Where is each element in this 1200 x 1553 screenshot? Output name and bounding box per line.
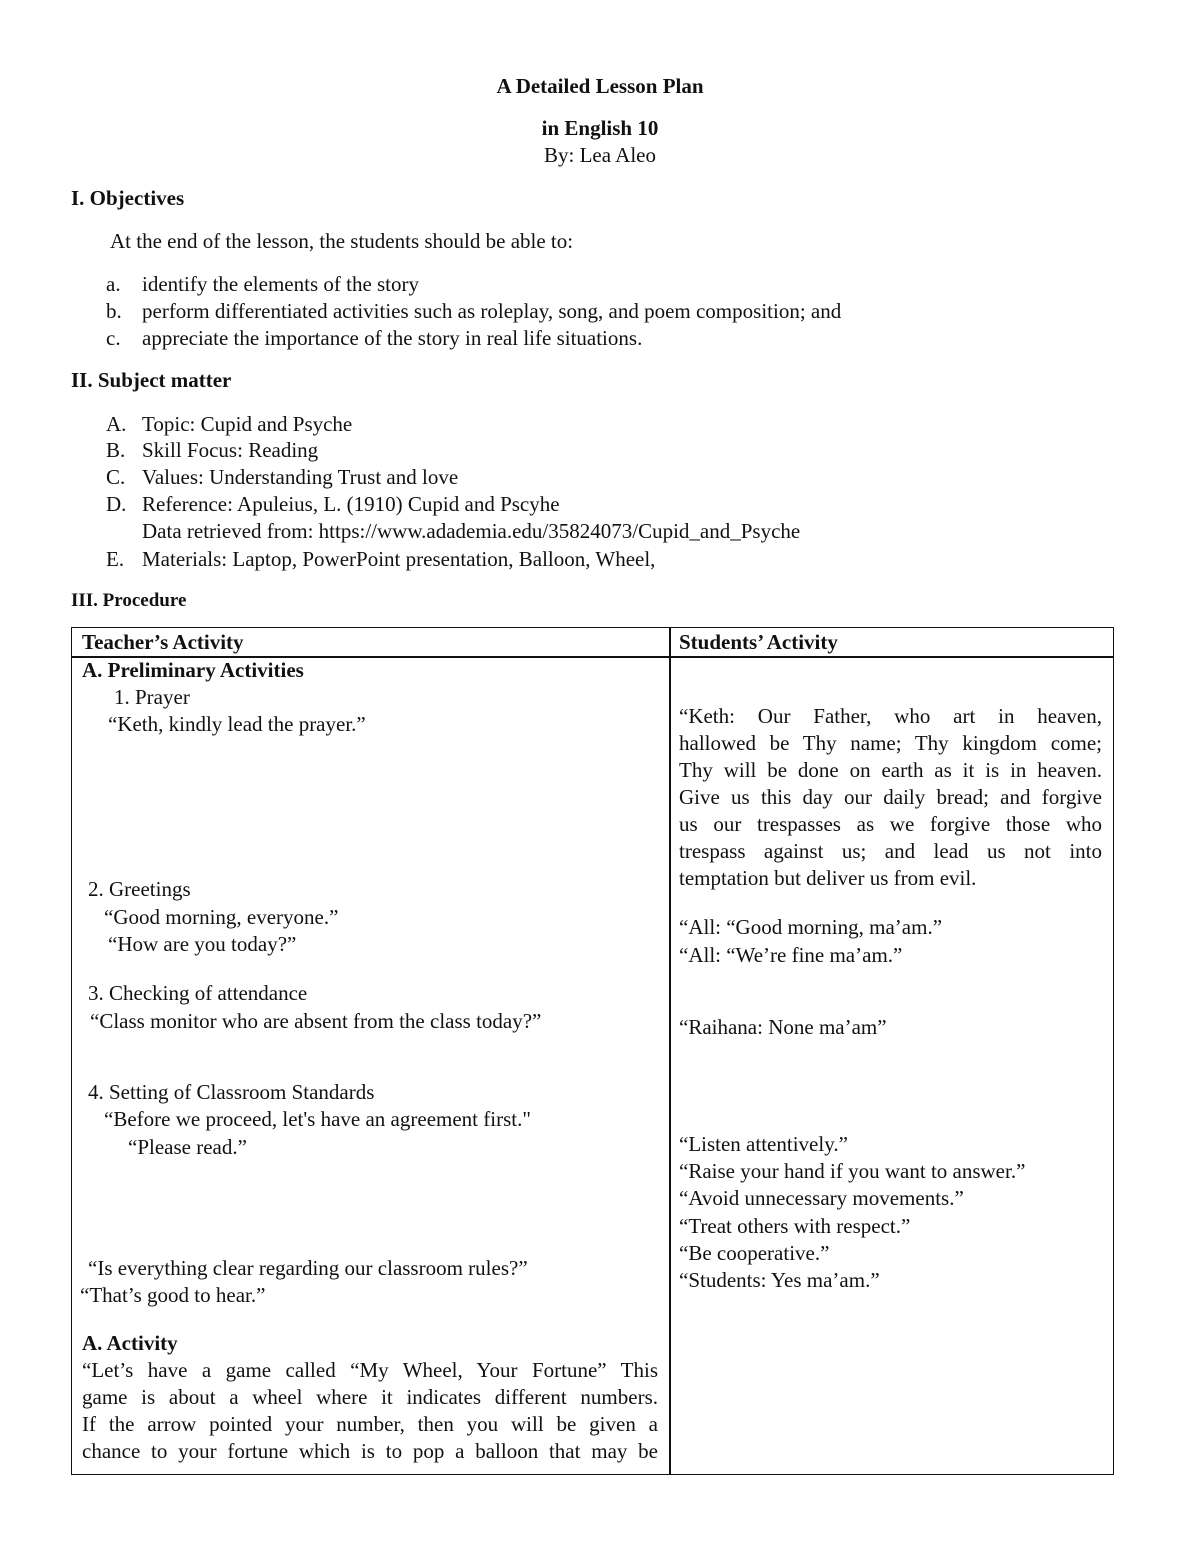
procedure-heading: III. Procedure [71,590,187,611]
activity-line: game is about a wheel where it indicates different numbers. [82,1385,658,1409]
list-text: Materials: Laptop, PowerPoint presentation, Balloon, Wheel, [142,547,656,571]
prayer-line: “Keth, kindly lead the prayer.” [108,712,366,736]
objectives-heading: I. Objectives [71,186,185,210]
activity-heading: A. Activity [82,1331,178,1355]
student-prayer-line: trespass against us; and lead us not into [679,839,1102,863]
student-prayer-line: Thy will be done on earth as it is in heaven. [679,758,1102,782]
student-prayer-line: “Keth: Our Father, who art in heaven, [679,704,1102,728]
greetings-line-1: “Good morning, everyone.” [104,905,339,929]
students-column-header: Students’ Activity [679,630,838,654]
list-text: Skill Focus: Reading [142,438,319,462]
activity-line: If the arrow pointed your number, then you will be given a [82,1412,658,1436]
reference-link-text: Data retrieved from: https://www.adademia.edu/35824073/Cupid_and_Psyche [142,519,801,543]
student-rule: “Treat others with respect.” [679,1214,911,1238]
student-attendance-reply: “Raihana: None ma’am” [679,1015,887,1039]
activity-line: “Let’s have a game called “My Wheel, Your Fortune” This [82,1358,658,1382]
objectives-intro: At the end of the lesson, the students should be able to: [110,229,574,253]
list-marker: C. [106,465,126,489]
list-marker: E. [106,547,125,571]
document-author: By: Lea Aleo [544,143,656,167]
column-divider [669,628,671,1474]
preliminary-activities-heading: A. Preliminary Activities [82,658,304,682]
standards-line-1: “Before we proceed, let's have an agreement first." [104,1107,531,1131]
greetings-label: 2. Greetings [88,877,191,901]
list-marker: b. [106,299,122,323]
document-subtitle: in English 10 [541,116,659,140]
list-marker: A. [106,412,127,436]
activity-line: chance to your fortune which is to pop a balloon that may be [82,1439,658,1463]
attendance-label: 3. Checking of attendance [88,981,308,1005]
attendance-line: “Class monitor who are absent from the class today?” [90,1009,542,1033]
student-rule: “Raise your hand if you want to answer.” [679,1159,1026,1183]
list-marker: c. [106,326,121,350]
greetings-line-2: “How are you today?” [108,932,297,956]
list-marker: B. [106,438,126,462]
student-greeting-1: “All: “Good morning, ma’am.” [679,915,943,939]
procedure-table [71,627,1114,1475]
student-prayer-line: hallowed be Thy name; Thy kingdom come; [679,731,1102,755]
student-prayer-line: Give us this day our daily bread; and forgive [679,785,1102,809]
rules-good: “That’s good to hear.” [80,1283,266,1307]
student-rule: “Students: Yes ma’am.” [679,1268,880,1292]
list-text: appreciate the importance of the story in real life situations. [142,326,643,350]
teacher-column-header: Teacher’s Activity [82,630,244,654]
student-rule: “Listen attentively.” [679,1132,848,1156]
student-rule: “Avoid unnecessary movements.” [679,1186,964,1210]
list-text: perform differentiated activities such as roleplay, song, and poem composition; and [142,299,842,323]
document-title: A Detailed Lesson Plan [496,74,704,98]
prayer-label: 1. Prayer [114,685,190,709]
subject-matter-heading: II. Subject matter [71,368,232,392]
student-rule: “Be cooperative.” [679,1241,830,1265]
rules-question: “Is everything clear regarding our classroom rules?” [88,1256,528,1280]
list-marker: a. [106,272,121,296]
student-prayer-last-line: temptation but deliver us from evil. [679,866,977,890]
student-greeting-2: “All: “We’re fine ma’am.” [679,943,903,967]
standards-label: 4. Setting of Classroom Standards [88,1080,375,1104]
standards-line-2: “Please read.” [128,1135,247,1159]
list-text: Values: Understanding Trust and love [142,465,459,489]
list-text: Reference: Apuleius, L. (1910) Cupid and Pscyhe [142,492,560,516]
list-marker: D. [106,492,127,516]
list-text: Topic: Cupid and Psyche [142,412,353,436]
list-text: identify the elements of the story [142,272,420,296]
student-prayer-line: us our trespasses as we forgive those who [679,812,1102,836]
